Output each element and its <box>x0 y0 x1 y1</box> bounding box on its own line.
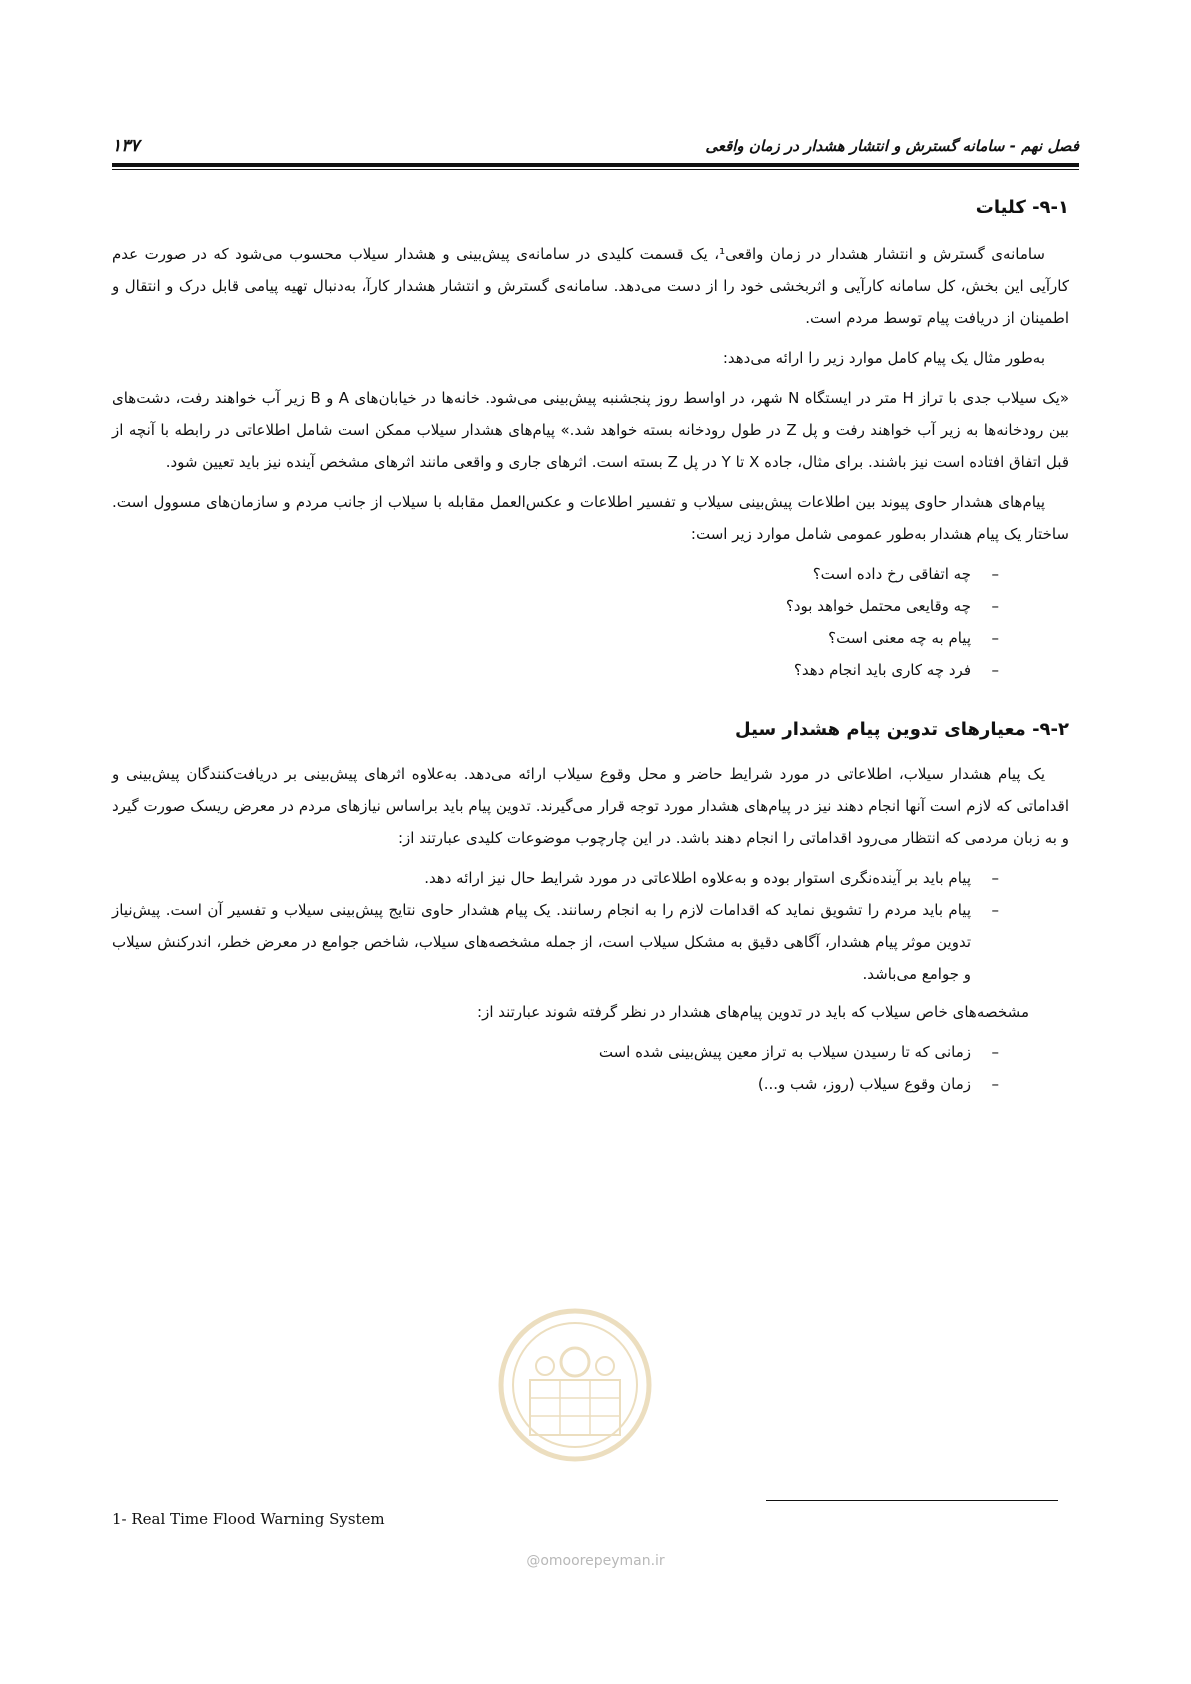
header-rule-thin <box>112 169 1079 170</box>
key-topics-list <box>112 862 1069 990</box>
message-structure-list <box>112 558 1069 686</box>
paragraph: «یک سیلاب جدی با تراز H متر در ایستگاه N شهر، در اواسط روز پنجشنبه پیش‌بینی می‌شود. خانه‌ها در خیابان‌های A و B زیر آب خواهند رفت، دشت‌های بین رودخانه‌ها به زیر آب خواهند رفت و پل Z در طول رودخانه بسته خواهد شد.» پیام‌های هشدار سیلاب ممکن است شامل اطلاعاتی در رابطه با آنچه از قبل اتفاق افتاده است نیز باشند. برای مثال، جاده X تا Y در پل Z بسته است. اثرهای جاری و واقعی مانند اثرهای مشخص آینده نیز باید تعیین شود. <box>112 389 1070 471</box>
paragraph: سامانه‌ی گسترش و انتشار هشدار در زمان واقعی¹، یک قسمت کلیدی در سامانه‌ی پیش‌بینی و هشدار سیلاب محسوب می‌شود که در صورت عدم کارآیی این بخش، کل سامانه کارآیی و اثربخشی خود را از دست می‌دهد. سامانه‌ی گسترش و انتشار هشدار کارآ، به‌دنبال تهیه پیامی قابل درک و انتقال و اطمینان از دریافت پیام توسط مردم است. <box>112 245 1069 327</box>
watermark-seal-icon <box>495 1300 655 1470</box>
dash-marker: – <box>991 597 999 615</box>
chapter-title: فصل نهم - سامانه گسترش و انتشار هشدار در زمان واقعی <box>705 137 1079 155</box>
watermark-text: @omoorepeyman.ir <box>526 1553 665 1569</box>
section-heading-criteria: ۹-۲- معیارهای تدوین پیام هشدار سیل <box>735 719 1069 740</box>
page-body <box>112 188 1069 1110</box>
list-item: – چه وقایعی محتمل خواهد بود؟ <box>112 590 999 622</box>
dash-marker: – <box>991 1043 999 1061</box>
list-item: – پیام به چه معنی است؟ <box>112 622 999 654</box>
list-item: – پیام باید مردم را تشویق نماید که اقدامات لازم را به انجام رسانند. یک پیام هشدار حاوی نتایج پیش‌بینی سیلاب و تفسیر آن است. پیش‌نیاز تدوین موثر پیام هشدار، آگاهی دقیق به مشکل سیلاب است، از جمله مشخصه‌های سیلاب، شاخص جوامع در معرض خطر، اندرکنش سیلاب و جوامع می‌باشد. <box>112 894 999 990</box>
footnote-rule <box>766 1500 1058 1501</box>
dash-marker: – <box>991 565 999 583</box>
header-rule <box>112 163 1079 167</box>
list-item: – پیام باید بر آینده‌نگری استوار بوده و به‌علاوه اطلاعاتی در مورد شرایط حال نیز ارائه دهد. <box>112 862 999 894</box>
dash-marker: – <box>991 901 999 919</box>
list-item: – چه اتفاقی رخ داده است؟ <box>112 558 999 590</box>
flood-characteristics-list <box>112 1036 1069 1100</box>
dash-marker: – <box>991 661 999 679</box>
paragraph: مشخصه‌های خاص سیلاب که باید در تدوین پیام‌های هشدار در نظر گرفته شوند عبارتند از: <box>477 1003 1029 1021</box>
dash-marker: – <box>991 629 999 647</box>
paragraph: یک پیام هشدار سیلاب، اطلاعاتی در مورد شرایط حاضر و محل وقوع سیلاب ارائه می‌دهد. به‌علاوه اثرهای پیش‌بینی بر دریافت‌کنندگان پیش‌بینی و اقداماتی که لازم است آنها انجام دهند نیز در پیام‌های هشدار مورد توجه قرار می‌گیرند. تدوین پیام باید براساس نیازهای مردم در معرض ریسک صورت گیرد و به زبان مردمی که انتظار می‌رود اقداماتی را انجام دهند باشد. در این چارچوب موضوعات کلیدی عبارتند از: <box>112 765 1069 847</box>
list-item: – فرد چه کاری باید انجام دهد؟ <box>112 654 999 686</box>
list-item: – زمانی که تا رسیدن سیلاب به تراز معین پیش‌بینی شده است <box>112 1036 999 1068</box>
page-number: ۱۳۷ <box>112 136 140 156</box>
list-item: – زمان وقوع سیلاب (روز، شب و...) <box>112 1068 999 1100</box>
page-header <box>112 126 1079 166</box>
footnote: 1- Real Time Flood Warning System <box>112 1510 385 1528</box>
dash-marker: – <box>991 869 999 887</box>
dash-marker: – <box>991 1075 999 1093</box>
paragraph: به‌طور مثال یک پیام کامل موارد زیر را ارائه می‌دهد: <box>722 349 1045 367</box>
paragraph: پیام‌های هشدار حاوی پیوند بین اطلاعات پیش‌بینی سیلاب و تفسیر اطلاعات و عکس‌العمل مقابله با سیلاب از جانب مردم و سازمان‌های مسوول است. ساختار یک پیام هشدار به‌طور عمومی شامل موارد زیر است: <box>112 493 1069 543</box>
section-heading-general: ۹-۱- کلیات <box>975 197 1069 218</box>
